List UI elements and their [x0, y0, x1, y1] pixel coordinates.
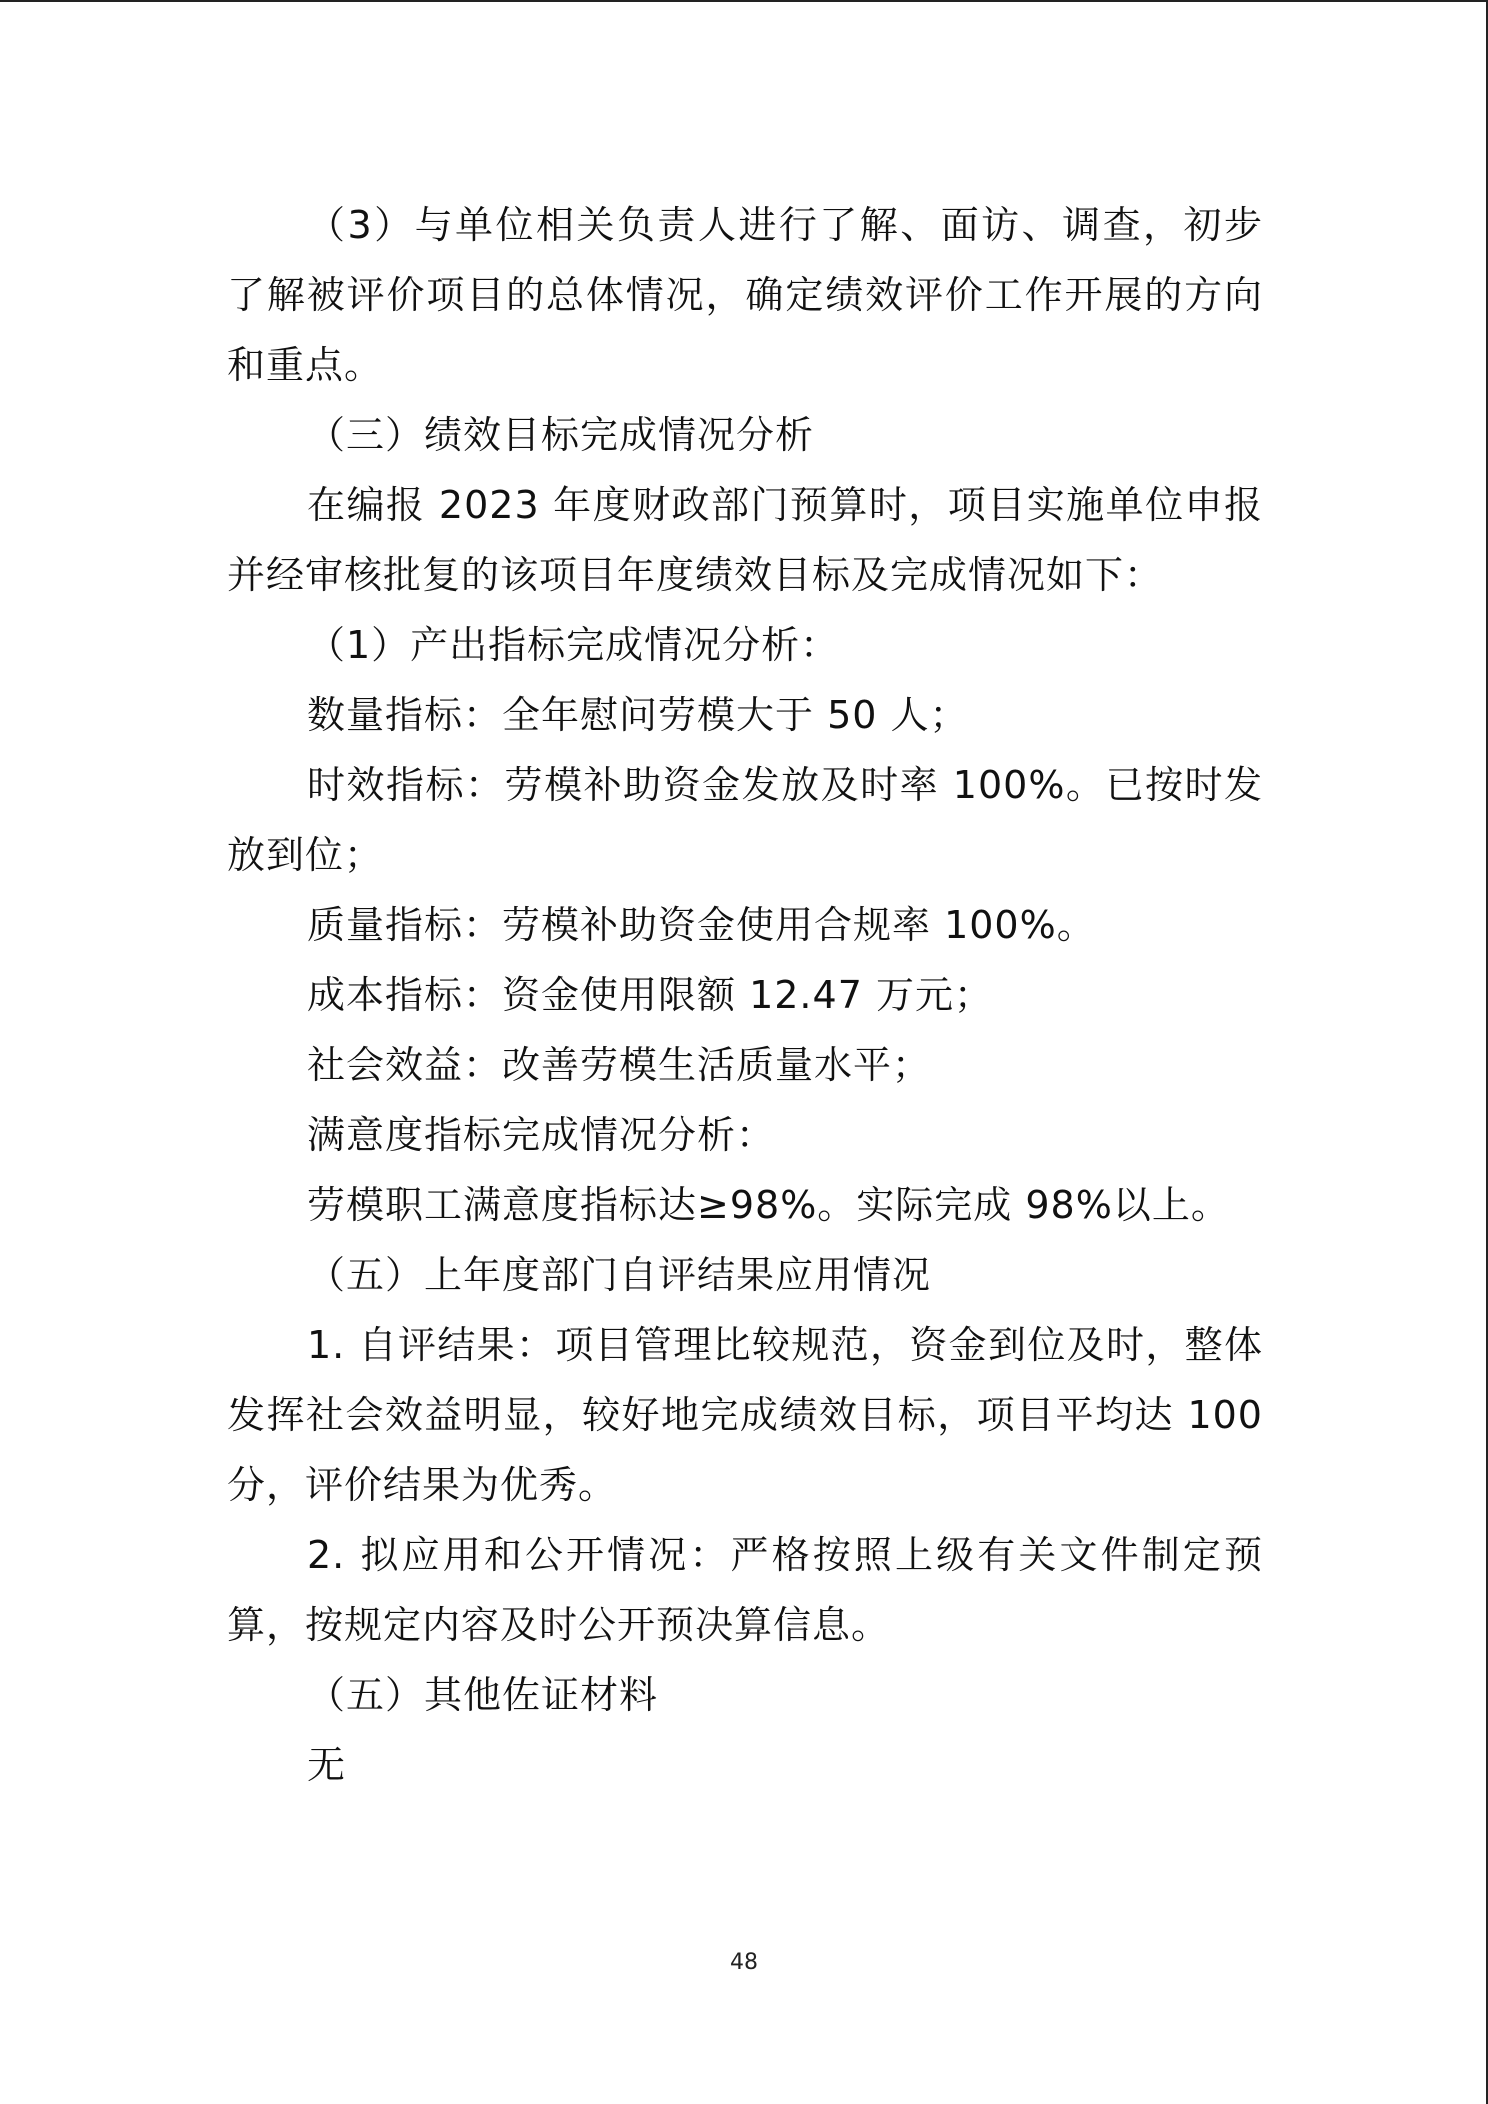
subheading-satisfaction: 满意度指标完成情况分析： — [307, 1113, 776, 1157]
subheading-output-indicators: （1）产出指标完成情况分析： — [307, 623, 840, 667]
indicator-timeliness: 时效指标：劳模补助资金发放及时率 100%。已按时发放到位； — [227, 763, 1263, 877]
document-body — [227, 190, 1263, 1800]
indicator-quantity: 数量指标：全年慰问劳模大于 50 人； — [307, 693, 969, 737]
paragraph-interview-step: （3）与单位相关负责人进行了解、面访、调查，初步了解被评价项目的总体情况，确定绩效评价工作开展的方向和重点。 — [227, 203, 1263, 387]
section-heading-goal-analysis: （三）绩效目标完成情况分析 — [307, 413, 815, 457]
section-heading-self-evaluation: （五）上年度部门自评结果应用情况 — [307, 1253, 932, 1297]
indicator-quality: 质量指标：劳模补助资金使用合规率 100%。 — [307, 903, 1096, 947]
indicator-social-benefit: 社会效益：改善劳模生活质量水平； — [307, 1043, 932, 1087]
paragraph-application-disclosure: 2. 拟应用和公开情况：严格按照上级有关文件制定预算，按规定内容及时公开预决算信息。 — [227, 1533, 1263, 1647]
page-number: 48 — [730, 1950, 758, 1975]
paragraph-none: 无 — [307, 1743, 347, 1787]
paragraph-budget-intro: 在编报 2023 年度财政部门预算时，项目实施单位申报并经审核批复的该项目年度绩效目标及完成情况如下： — [227, 483, 1263, 597]
indicator-satisfaction: 劳模职工满意度指标达≥98%。实际完成 98%以上。 — [307, 1183, 1230, 1227]
paragraph-self-evaluation-result: 1. 自评结果：项目管理比较规范，资金到位及时，整体发挥社会效益明显，较好地完成绩效目标，项目平均达 100 分，评价结果为优秀。 — [227, 1323, 1263, 1507]
indicator-cost: 成本指标：资金使用限额 12.47 万元； — [307, 973, 993, 1017]
section-heading-supporting-materials: （五）其他佐证材料 — [307, 1673, 659, 1717]
